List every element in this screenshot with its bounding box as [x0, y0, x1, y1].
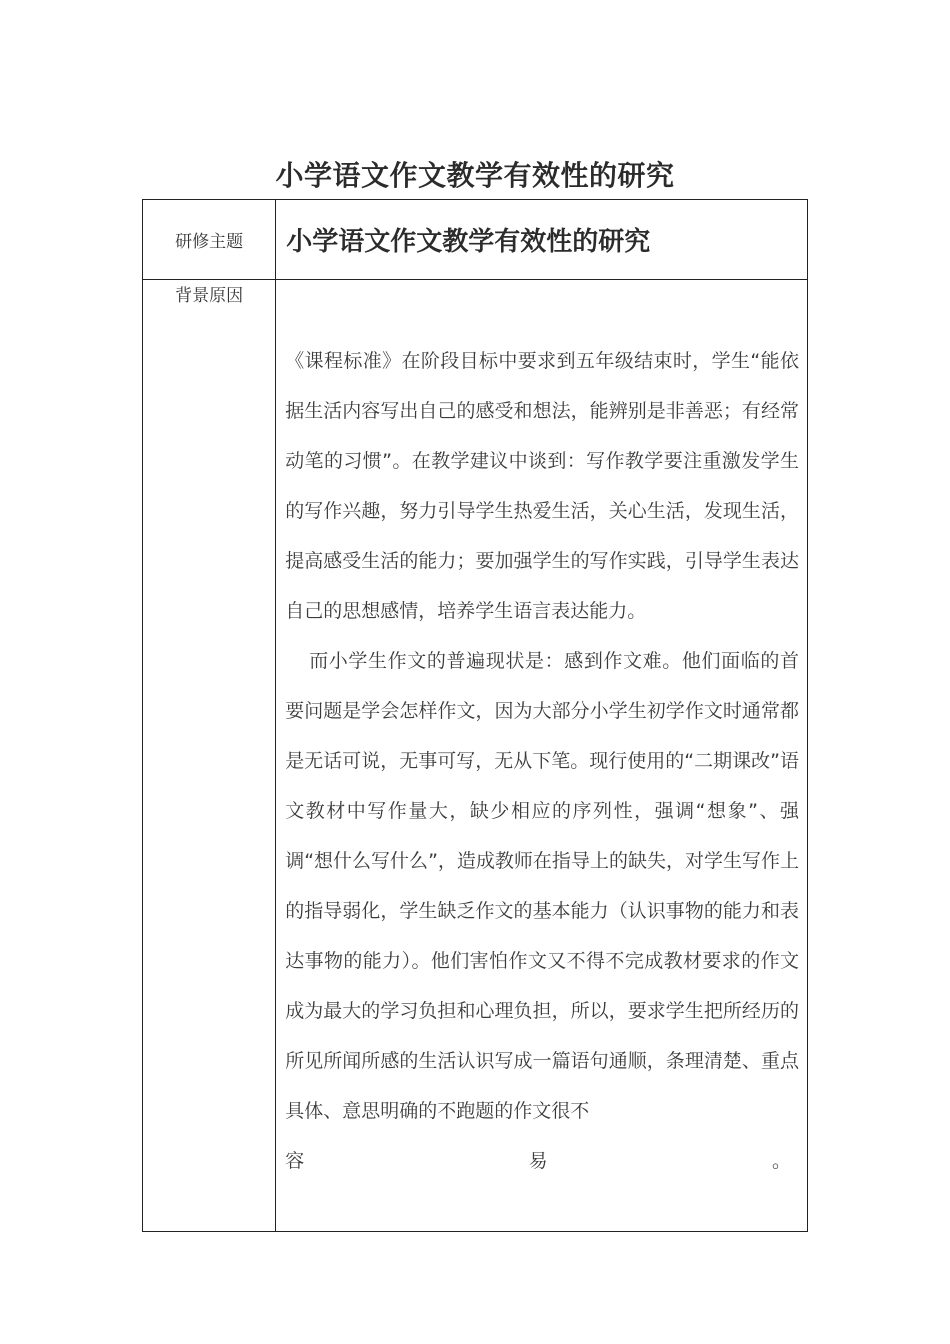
last-line-char-1: 容	[285, 1150, 305, 1172]
document-title: 小学语文作文教学有效性的研究	[275, 159, 675, 192]
table-row-background	[143, 280, 808, 1232]
background-paragraph-1: 《课程标准》在阶段目标中要求到五年级结束时，学生“能依据生活内容写出自己的感受和想法，能辨别是非善恶；有经常动笔的习惯”。在教学建议中谈到：写作教学要注重激发学生的写作兴趣，努力引导学生热爱生活，关心生活，发现生活，提高感受生活的能力；要加强学生的写作实践，引导学生表达自己的思想感情，培养学生语言表达能力。	[285, 350, 799, 622]
background-content	[276, 280, 808, 1232]
last-line-char-3: 。	[771, 1150, 791, 1172]
table-row-topic	[143, 200, 808, 280]
research-info-table	[142, 199, 808, 1232]
background-paragraph-2: 而小学生作文的普遍现状是：感到作文难。他们面临的首要问题是学会怎样作文，因为大部分小学生初学作文时通常都是无话可说，无事可写，无从下笔。现行使用的“二期课改”语文教材中写作量大，缺少相应的序列性，强调“想象”、强调“想什么写什么”，造成教师在指导上的缺失，对学生写作上的指导弱化，学生缺乏作文的基本能力（认识事物的能力和表达事物的能力）。他们害怕作文又不得不完成教材要求的作文成为最大的学习负担和心理负担，所以，要求学生把所经历的所见所闻所感的生活认识写成一篇语句通顺，条理清楚、重点具体、意思明确的不跑题的作文很不	[285, 650, 799, 1122]
background-last-line	[285, 1136, 799, 1186]
last-line-char-2: 易	[528, 1150, 548, 1172]
topic-value: 小学语文作文教学有效性的研究	[276, 200, 808, 280]
background-label: 背景原因	[143, 280, 276, 1232]
topic-label: 研修主题	[143, 200, 276, 280]
